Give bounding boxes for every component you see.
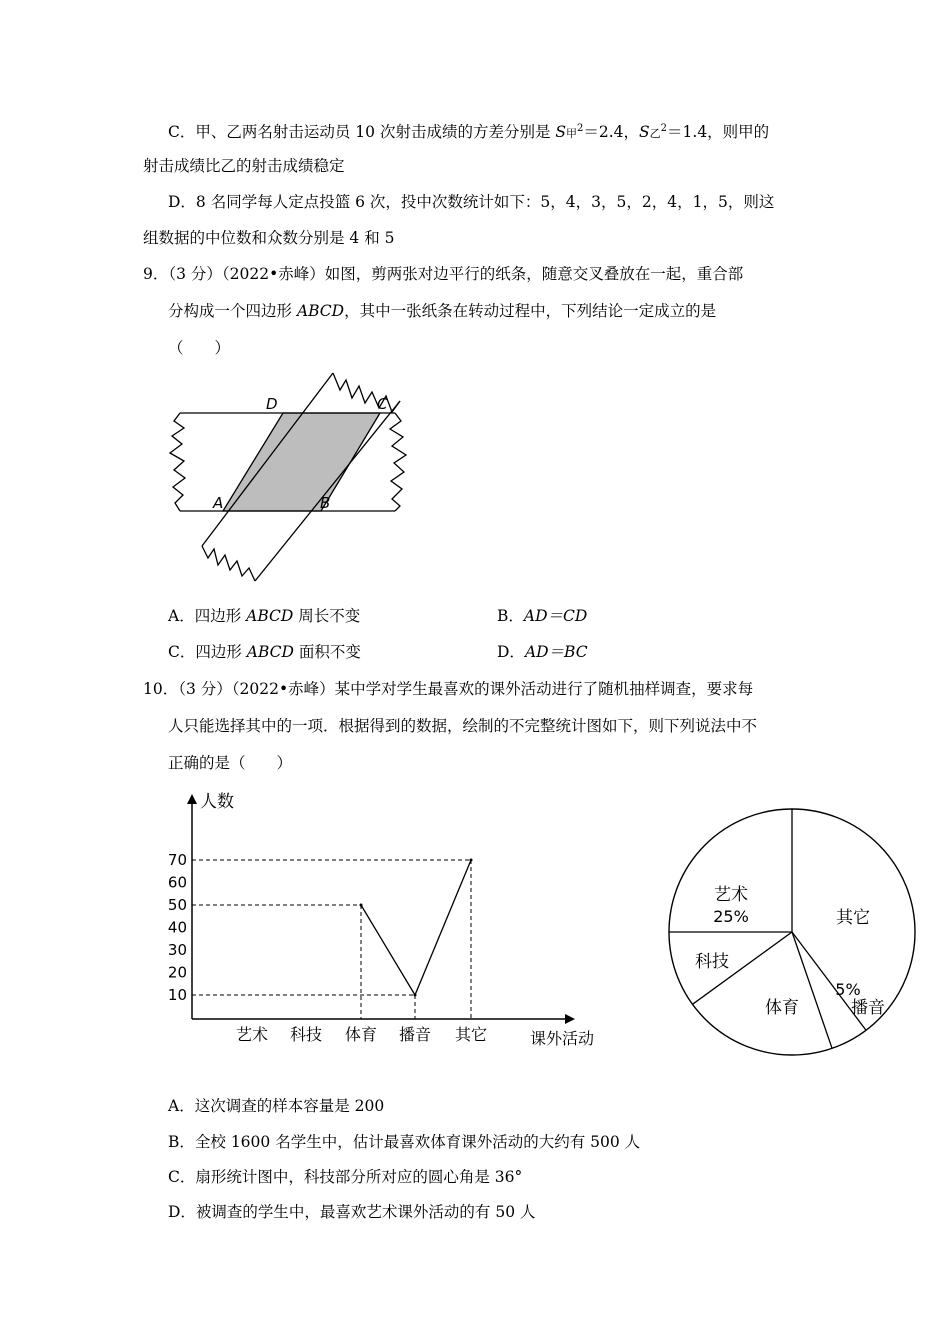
pie-slice-label: 艺术 (714, 885, 748, 905)
y-tick-label: 50 (167, 896, 187, 914)
q8-option-d-line1: D．8 名同学每人定点投篮 6 次，投中次数统计如下：5，4，3，5，2，4，1，5，则这 (168, 193, 775, 211)
q10-line-chart (160, 782, 620, 1057)
x-axis-label: 课外活动 (530, 1029, 595, 1048)
y-axis-label: 人数 (200, 792, 234, 812)
pie-slice-label: 科技 (695, 952, 729, 972)
data-point (360, 904, 363, 907)
q8-option-c-line2: 射击成绩比乙的射击成绩稳定 (143, 157, 345, 175)
horizontal-strip-left-torn-edge (170, 413, 185, 511)
q9-option-c: C．四边形 ABCD 面积不变 (168, 643, 361, 661)
q9-option-d: D．AD＝BC (497, 643, 588, 661)
q10-pie-chart (665, 805, 919, 1059)
y-tick-label: 20 (167, 963, 187, 982)
tilted-strip-top-torn-edge (333, 373, 400, 412)
label-b: B (320, 494, 331, 512)
q9-paper-strips-figure (160, 368, 420, 588)
pie-slice-label: 体育 (765, 998, 799, 1018)
q10-stem-line1: 10．（3 分）（2022•赤峰）某中学对学生最喜欢的课外活动进行了随机抽样调查，要求每 (143, 680, 754, 698)
pie-slice-label: 播音 (851, 998, 885, 1018)
q9-option-b: B．AD＝CD (497, 607, 588, 625)
pie-percent-label: 5% (835, 980, 861, 999)
pie-percent-label: 25% (713, 907, 749, 926)
q10-option-b: B．全校 1600 名学生中，估计最喜欢体育课外活动的大约有 500 人 (168, 1133, 641, 1151)
x-tick-label: 艺术 (235, 1025, 269, 1044)
y-tick-label: 40 (167, 918, 187, 937)
q10-option-a: A．这次调查的样本容量是 200 (168, 1097, 385, 1115)
tilted-strip-bottom-torn-edge (202, 546, 255, 581)
x-tick-label: 体育 (344, 1025, 378, 1044)
horizontal-strip-right-torn-edge (390, 413, 406, 511)
q10-option-c: C．扇形统计图中，科技部分所对应的圆心角是 36° (168, 1168, 523, 1186)
label-d: D (266, 395, 278, 413)
series-line (361, 860, 471, 995)
label-a: A (213, 494, 224, 512)
x-tick-label: 科技 (289, 1025, 323, 1044)
x-tick-label: 其它 (454, 1025, 488, 1044)
q10-option-d: D．被调查的学生中，最喜欢艺术课外活动的有 50 人 (168, 1203, 536, 1221)
pie-slice-boundary (792, 932, 832, 1048)
q8-option-c-line1: C．甲、乙两名射击运动员 10 次射击成绩的方差分别是 S甲$^2$＝2.4，S乙$^2$＝1.4，则甲的 (168, 123, 770, 141)
data-point (414, 994, 417, 997)
q10-stem-line2: 人只能选择其中的一项．根据得到的数据，绘制的不完整统计图如下，则下列说法中不 (168, 717, 758, 735)
y-tick-label: 70 (167, 851, 187, 869)
label-c: C (377, 395, 388, 413)
q8-option-d-line2: 组数据的中位数和众数分别是 4 和 5 (143, 229, 395, 247)
q9-stem-line1: 9．（3 分）（2022•赤峰）如图，剪两张对边平行的纸条，随意交叉叠放在一起，重合部 (143, 265, 744, 283)
y-tick-label: 10 (167, 986, 187, 1004)
q9-stem-line3: （ ） (168, 339, 231, 357)
y-tick-label: 60 (167, 873, 187, 892)
data-point (470, 859, 473, 862)
q10-stem-line3: 正确的是（ ） (168, 754, 293, 772)
pie-slice-label: 其它 (836, 908, 870, 928)
y-axis-arrow (187, 794, 197, 804)
q9-option-a: A．四边形 ABCD 周长不变 (168, 607, 361, 625)
q9-stem-line2: 分构成一个四边形 ABCD，其中一张纸条在转动过程中，下列结论一定成立的是 (168, 302, 717, 320)
overlap-parallelogram (223, 413, 380, 511)
x-tick-label: 播音 (398, 1025, 432, 1044)
x-axis-arrow (565, 1014, 575, 1024)
y-tick-label: 30 (167, 941, 187, 959)
